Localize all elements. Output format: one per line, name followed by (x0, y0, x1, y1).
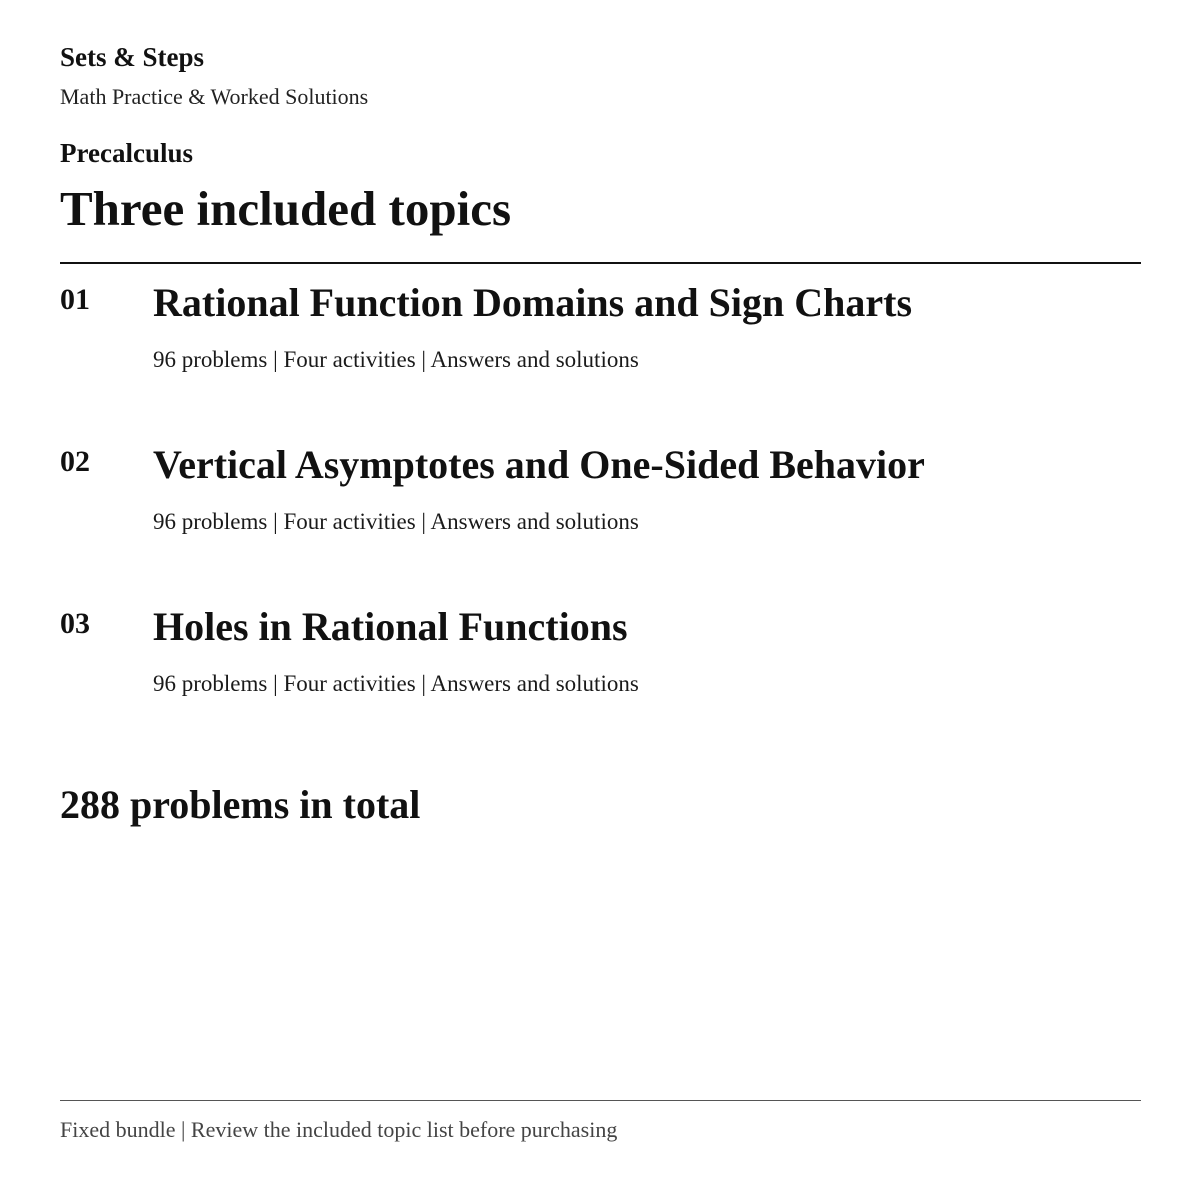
topic-number: 03 (60, 607, 90, 640)
topic-title: Rational Function Domains and Sign Charts (153, 280, 913, 325)
total-problems: 288 problems in total (60, 782, 421, 827)
footer-note: Fixed bundle | Review the included topic list before purchasing (60, 1117, 618, 1142)
topic-number: 01 (60, 283, 90, 316)
brand-name: Sets & Steps (60, 42, 205, 72)
topic-item (60, 606, 1141, 726)
topic-title: Vertical Asymptotes and One-Sided Behavior (153, 442, 925, 487)
footer-divider (60, 1100, 1141, 1101)
top-divider (60, 262, 1141, 264)
topic-title: Holes in Rational Functions (153, 604, 628, 649)
page-title: Three included topics (60, 181, 512, 236)
topic-number: 02 (60, 445, 90, 478)
topic-item (60, 282, 1141, 402)
topic-meta: 96 problems | Four activities | Answers and solutions (153, 509, 639, 534)
brand-tagline: Math Practice & Worked Solutions (60, 84, 369, 109)
subject-label: Precalculus (60, 138, 193, 168)
topic-item (60, 444, 1141, 564)
topic-meta: 96 problems | Four activities | Answers and solutions (153, 347, 639, 372)
topic-meta: 96 problems | Four activities | Answers and solutions (153, 671, 639, 696)
